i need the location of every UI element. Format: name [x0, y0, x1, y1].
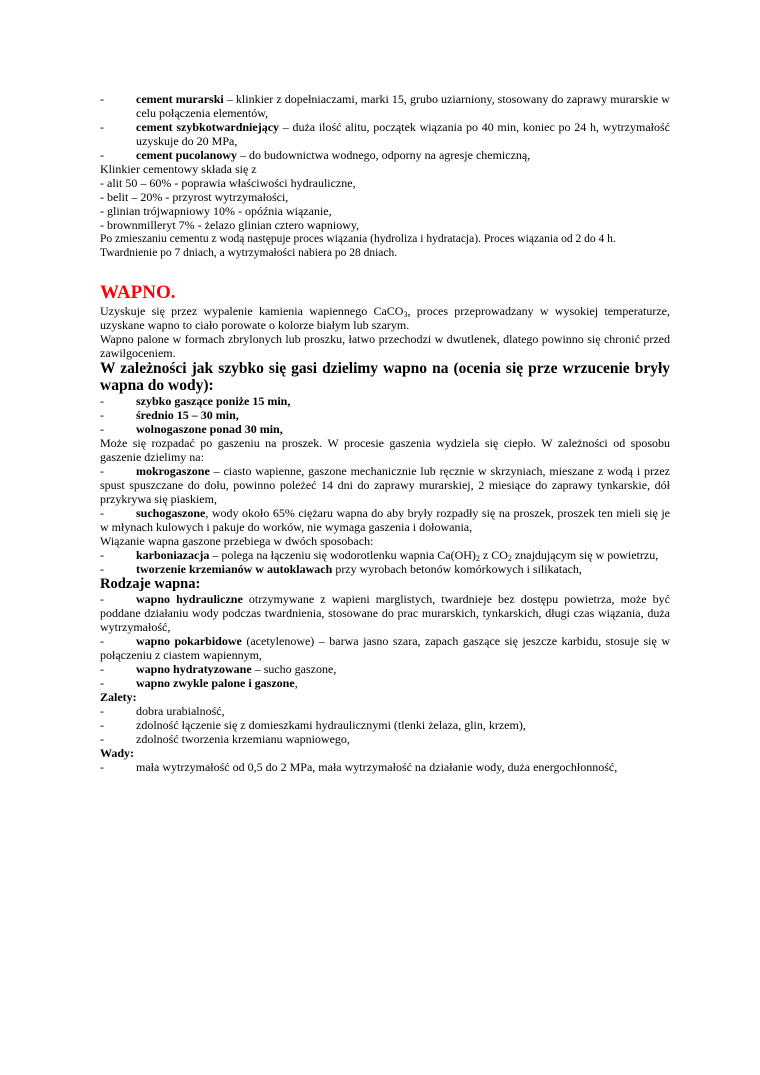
list-item: - dobra urabialność, [100, 704, 225, 718]
list-item: - wapno pokarbidowe (acetylenowe) – barwa jasno szara, zapach gaszące się jeszcze karbidu, stosuje się w połączeniu z ciastem wapiennym, [100, 634, 670, 662]
list-item: - mokrogaszone – ciasto wapienne, gaszone mechanicznie lub ręcznie w skrzyniach, mieszane z wodą i przez spust spuszczane do dołu, powinno poleżeć 14 dni do zaprawy murarskiej, 2 miesiące do zaprawy tynkarskie, dół przykrywa się piaskiem, [100, 464, 670, 506]
intro-paragraph: Wapno palone w formach zbrylonych lub proszku, łatwo przechodzi w dwutlenek, dlatego powinno się chronić przed zawilgoceniem. [100, 332, 670, 360]
list-item: - zdolność łączenie się z domieszkami hydraulicznymi (tlenki żelaza, glin, krzem), [100, 718, 526, 732]
list-item: - cement szybkotwardniejący – duża ilość alitu, początek wiązania po 40 min, koniec po 24 h, wytrzymałość uzyskuje do 20 MPa, [100, 120, 670, 148]
wady-list [100, 760, 670, 774]
list-item: - alit 50 – 60% - poprawia właściwości hydrauliczne, [100, 176, 356, 190]
term: cement pucolanowy [136, 148, 237, 162]
closing-paragraph: Po zmieszaniu cementu z wodą następuje proces wiązania (hydroliza i hydratacja). Proces wiązania od 2 do 4 h. Twardnienie po 7 dniach, a wytrzymałości nabiera po 28 dniach. [100, 233, 616, 259]
rozpad-paragraph: Może się rozpadać po gaszeniu na proszek. W procesie gaszenia wydziela się ciepło. W zależności od sposobu gaszenie dzielimy na: [100, 436, 670, 464]
list-item: - szybko gaszące poniże 15 min, [100, 394, 291, 408]
rodzaje-list [100, 592, 670, 690]
rodzaje-heading: Rodzaje wapna: [100, 576, 201, 592]
intro-paragraph: Uzyskuje się przez wypalenie kamienia wapiennego CaCO$_3$, proces przeprowadzany w wysokiej temperaturze, uzyskane wapno to ciało porowate o kolorze białym lub szarym. [100, 304, 670, 332]
zalety-heading: Zalety: [100, 690, 137, 704]
list-item: - zdolność tworzenia krzemianu wapniowego, [100, 732, 350, 746]
document-page [100, 92, 670, 774]
term: cement murarski [136, 92, 224, 106]
list-item: - cement pucolanowy – do budownictwa wodnego, odporny na agresje chemiczną, [100, 148, 531, 162]
sposoby-list [100, 464, 670, 534]
list-item: - suchogaszone, wody około 65% ciężaru wapna do aby bryły rozpadły się na proszek, proszek ten mieli się je w młynach kulowych i pakuje do worków, nie wymaga gaszenia i dołowania, [100, 506, 670, 534]
wiazanie-intro: Wiązanie wapna gaszone przebiega w dwóch sposobach: [100, 534, 374, 548]
cement-list [100, 92, 670, 162]
wady-heading: Wady: [100, 746, 135, 760]
list-item: - cement murarski – klinkier z dopełniaczami, marki 15, grubo uziarniony, stosowany do zaprawy murarskie w celu połączenia elementów, [100, 92, 670, 120]
list-item: - karboniazacja – polega na łączeniu się wodorotlenku wapnia $Ca(OH)_2$ z $CO_2$ znajdującym się w powietrzu, [100, 548, 659, 563]
zalety-list [100, 704, 670, 746]
list-item: - średnio 15 – 30 min, [100, 408, 239, 422]
section-heading-wapno: WAPNO. [100, 282, 176, 303]
list-item: - tworzenie krzemianów w autoklawach przy wyrobach betonów komórkowych i silikatach, [100, 562, 582, 576]
list-item: - mała wytrzymałość od 0,5 do 2 MPa, mała wytrzymałość na działanie wody, duża energochłonność, [100, 760, 618, 774]
gaszenie-heading: W zależności jak szybko się gasi dzielimy wapno na (ocenia się prze wrzucenie bryły wapna do wody): [100, 360, 670, 394]
list-item: - wapno hydratyzowane – sucho gaszone, [100, 662, 337, 676]
term: cement szybkotwardniejący [136, 120, 280, 134]
list-item: - wapno zwykle palone i gaszone, [100, 676, 298, 690]
list-item: - belit – 20% - przyrost wytrzymałości, [100, 190, 289, 204]
klinkier-list [100, 176, 670, 232]
gaszenie-list [100, 394, 670, 436]
list-item: - wolnogaszone ponad 30 min, [100, 422, 283, 436]
list-item: - glinian trójwapniowy 10% - opóźnia wiązanie, [100, 204, 332, 218]
klinkier-intro: Klinkier cementowy składa się z [100, 162, 257, 176]
list-item: - brownmilleryt 7% - żelazo glinian cztero wapniowy, [100, 218, 360, 232]
list-item: - wapno hydrauliczne otrzymywane z wapieni marglistych, twardnieje bez dostępu powietrza, może być poddane działaniu wody podczas twardnienia, stosowane do prac murarskich, tynkarskich, długi czas wiązania, duża wytrzymałość, [100, 592, 670, 634]
